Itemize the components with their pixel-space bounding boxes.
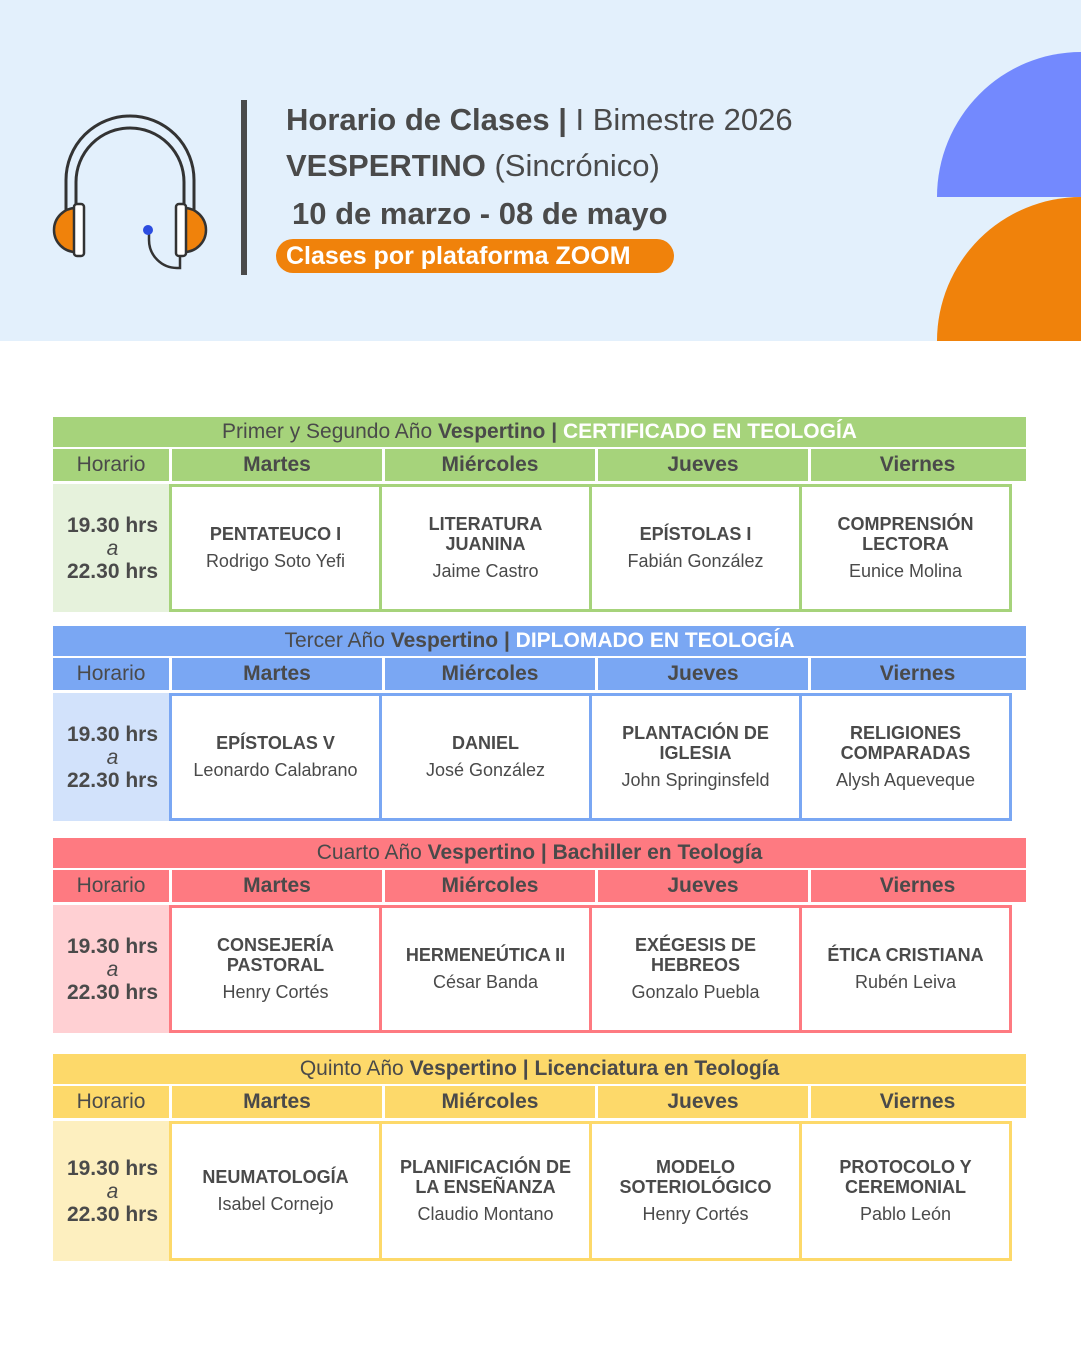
header-miercoles: Miércoles <box>385 870 598 902</box>
class-cell-viernes: RELIGIONES COMPARADAS Alysh Aqueveque <box>799 693 1012 821</box>
class-cell-miercoles: DANIEL José González <box>379 693 592 821</box>
time-slot: 19.30 hrs a 22.30 hrs <box>53 905 172 1033</box>
class-cell-miercoles: PLANIFICACIÓN DE LA ENSEÑANZA Claudio Montano <box>379 1121 592 1261</box>
class-cell-jueves: MODELO SOTERIOLÓGICO Henry Cortés <box>589 1121 802 1261</box>
header-martes: Martes <box>172 449 385 481</box>
header-divider <box>241 100 247 275</box>
class-cell-viernes: ÉTICA CRISTIANA Rubén Leiva <box>799 905 1012 1033</box>
date-range: 10 de marzo - 08 de mayo <box>292 196 668 231</box>
shift-label: VESPERTINO (Sincrónico) <box>286 148 660 183</box>
header-miercoles: Miércoles <box>385 1086 598 1118</box>
column-headers <box>53 658 1026 690</box>
schedule-banner: Cuarto Año Vespertino | Bachiller en Teología <box>53 838 1026 868</box>
column-headers <box>53 449 1026 481</box>
header-martes: Martes <box>172 1086 385 1118</box>
header-viernes: Viernes <box>879 453 956 476</box>
schedule-banner: Tercer Año Vespertino | DIPLOMADO EN TEOLOGÍA <box>53 626 1026 656</box>
decorative-blue-shape <box>937 52 1081 197</box>
class-cell-martes: EPÍSTOLAS V Leonardo Calabrano <box>169 693 382 821</box>
class-cell-martes: PENTATEUCO I Rodrigo Soto Yefi <box>169 484 382 612</box>
class-cell-jueves: PLANTACIÓN DE IGLESIA John Springinsfeld <box>589 693 802 821</box>
schedule-table-year-1-2 <box>53 417 1026 612</box>
schedule-banner: Quinto Año Vespertino | Licenciatura en Teología <box>53 1054 1026 1084</box>
class-cell-martes: CONSEJERÍA PASTORAL Henry Cortés <box>169 905 382 1033</box>
table-row <box>53 905 1026 1033</box>
header-viernes: Viernes <box>879 1090 956 1113</box>
header-banner <box>0 0 1081 341</box>
class-cell-miercoles: LITERATURA JUANINA Jaime Castro <box>379 484 592 612</box>
headphones-icon <box>40 100 220 280</box>
time-slot: 19.30 hrs a 22.30 hrs <box>53 693 172 821</box>
header-viernes: Viernes <box>879 874 956 897</box>
header-jueves: Jueves <box>598 870 811 902</box>
column-headers <box>53 1086 1026 1118</box>
header-martes: Martes <box>172 870 385 902</box>
header-miercoles: Miércoles <box>385 449 598 481</box>
class-cell-miercoles: HERMENEÚTICA II César Banda <box>379 905 592 1033</box>
class-cell-martes: NEUMATOLOGÍA Isabel Cornejo <box>169 1121 382 1261</box>
table-row <box>53 484 1026 612</box>
class-cell-viernes: COMPRENSIÓN LECTORA Eunice Molina <box>799 484 1012 612</box>
schedule-table-year-3 <box>53 626 1026 821</box>
platform-badge: Clases por plataforma ZOOM <box>276 239 674 273</box>
schedule-banner: Primer y Segundo Año Vespertino | CERTIFICADO EN TEOLOGÍA <box>53 417 1026 447</box>
column-headers <box>53 870 1026 902</box>
header-jueves: Jueves <box>598 658 811 690</box>
header-jueves: Jueves <box>598 449 811 481</box>
header-miercoles: Miércoles <box>385 658 598 690</box>
header-horario: Horario <box>53 870 172 902</box>
time-slot: 19.30 hrs a 22.30 hrs <box>53 484 172 612</box>
class-cell-jueves: EPÍSTOLAS I Fabián González <box>589 484 802 612</box>
schedule-table-year-4 <box>53 838 1026 1033</box>
schedule-table-year-5 <box>53 1054 1026 1261</box>
time-slot: 19.30 hrs a 22.30 hrs <box>53 1121 172 1261</box>
page-title: Horario de Clases | I Bimestre 2026 <box>286 102 793 137</box>
header-martes: Martes <box>172 658 385 690</box>
header-horario: Horario <box>53 449 172 481</box>
class-cell-viernes: PROTOCOLO Y CEREMONIAL Pablo León <box>799 1121 1012 1261</box>
decorative-orange-shape <box>937 197 1081 341</box>
table-row <box>53 1121 1026 1261</box>
header-horario: Horario <box>53 1086 172 1118</box>
table-row <box>53 693 1026 821</box>
title-block <box>286 98 793 238</box>
header-jueves: Jueves <box>598 1086 811 1118</box>
header-horario: Horario <box>53 658 172 690</box>
header-viernes: Viernes <box>879 662 956 685</box>
class-cell-jueves: EXÉGESIS DE HEBREOS Gonzalo Puebla <box>589 905 802 1033</box>
